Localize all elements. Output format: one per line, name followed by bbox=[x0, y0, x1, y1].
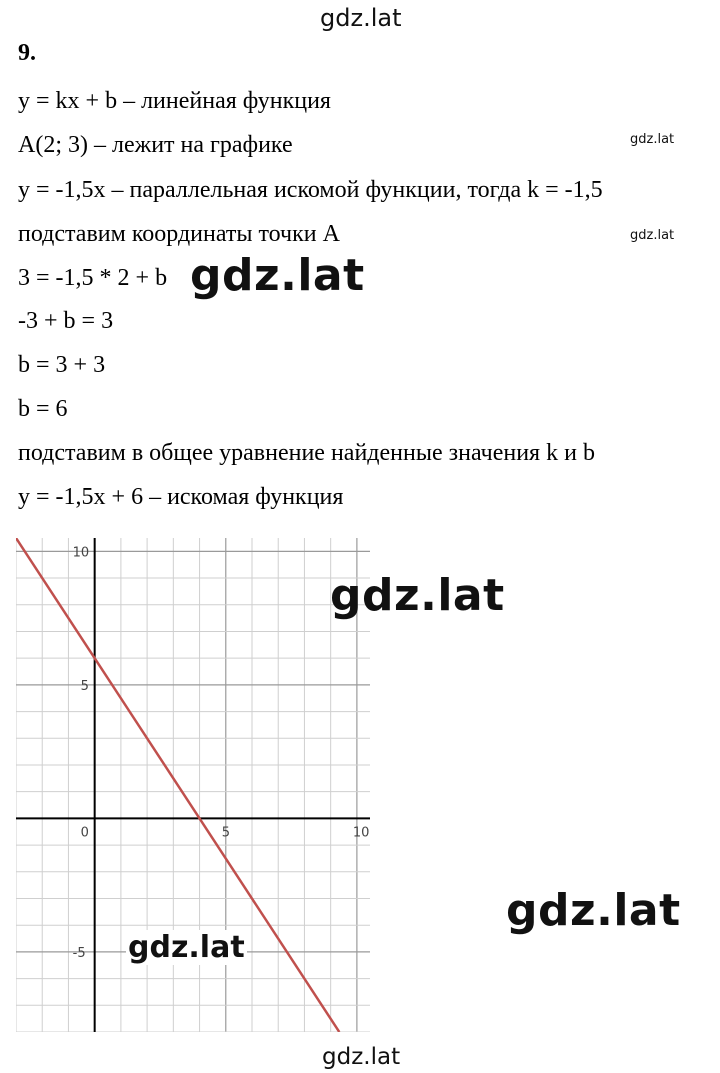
solution-line-4: подставим координаты точки А bbox=[18, 221, 340, 247]
watermark-large-1: gdz.lat bbox=[190, 250, 365, 301]
solution-line-6: -3 + b = 3 bbox=[18, 308, 114, 334]
x-tick-label-0: 0 bbox=[80, 825, 89, 841]
solution-line-3: y = -1,5x – параллельная искомой функции, тогда k = -1,5 bbox=[18, 177, 603, 203]
watermark-top: gdz.lat bbox=[320, 4, 402, 32]
x-tick-label-10: 10 bbox=[352, 825, 370, 841]
watermark-small-1: gdz.lat bbox=[630, 132, 675, 147]
problem-number: 9. bbox=[18, 40, 36, 66]
y-tick-label--5: -5 bbox=[72, 945, 86, 961]
solution-line-8: b = 6 bbox=[18, 396, 68, 422]
x-tick-label-5: 5 bbox=[221, 825, 231, 841]
solution-line-1: y = kx + b – линейная функция bbox=[18, 88, 331, 114]
solution-line-10: y = -1,5x + 6 – искомая функция bbox=[18, 484, 344, 510]
watermark-mid: gdz.lat bbox=[128, 930, 245, 965]
y-tick-label-10: 10 bbox=[72, 545, 90, 561]
solution-line-7: b = 3 + 3 bbox=[18, 352, 106, 378]
watermark-small-2: gdz.lat bbox=[630, 228, 675, 243]
solution-line-9: подставим в общее уравнение найденные значения k и b bbox=[18, 440, 595, 466]
watermark-large-3: gdz.lat bbox=[506, 885, 681, 936]
y-tick-label-5: 5 bbox=[80, 678, 89, 694]
solution-line-2: A(2; 3) – лежит на графике bbox=[18, 132, 293, 158]
solution-line-5: 3 = -1,5 * 2 + b bbox=[18, 265, 168, 291]
watermark-bottom: gdz.lat bbox=[322, 1044, 401, 1070]
watermark-large-2: gdz.lat bbox=[330, 570, 505, 621]
